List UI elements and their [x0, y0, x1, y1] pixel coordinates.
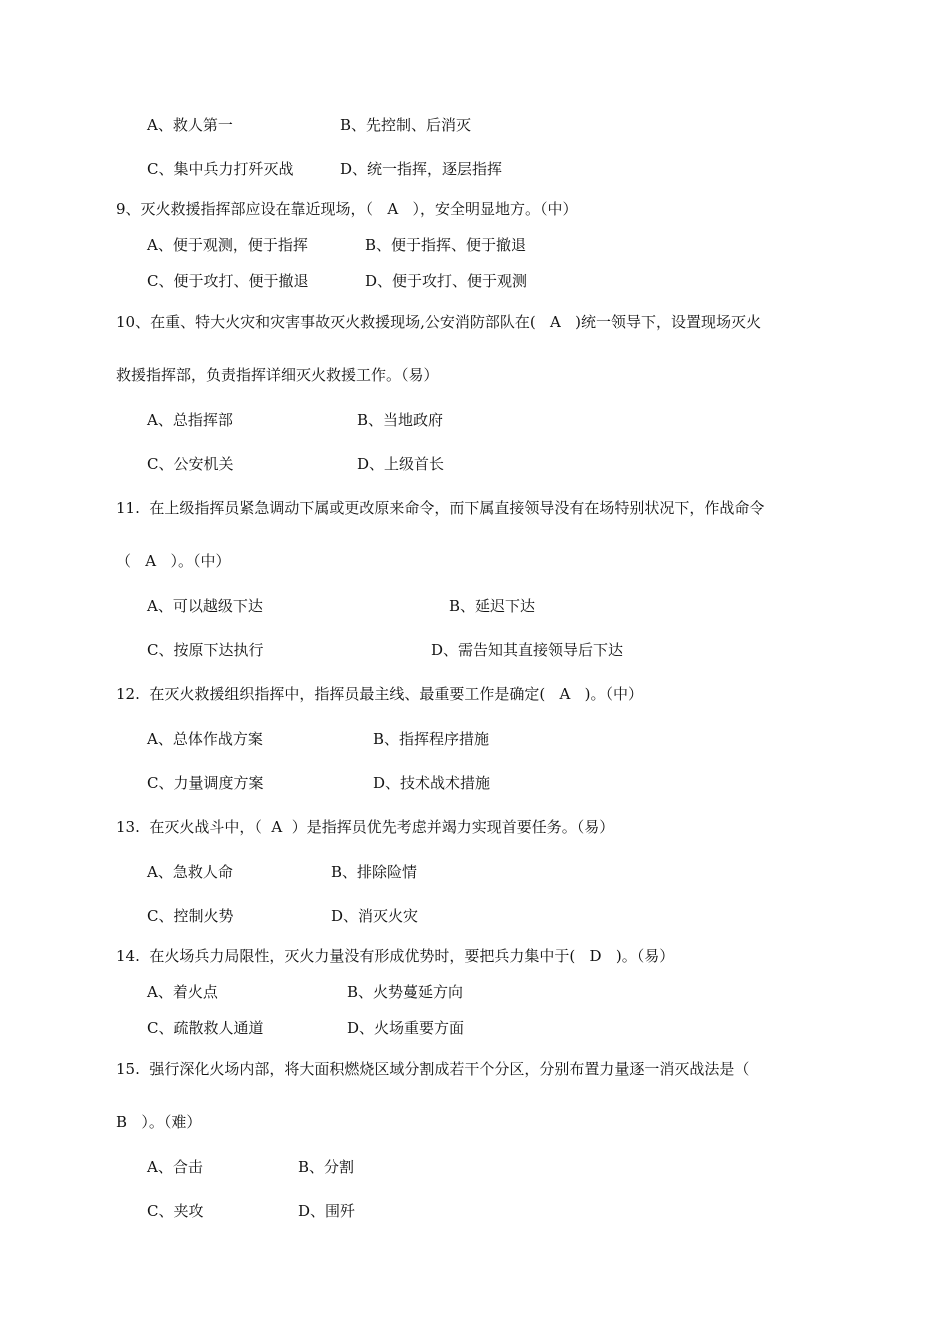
q15-option-a: A、合击	[147, 1158, 203, 1176]
q8-option-c: C、集中兵力打歼灭战	[147, 160, 294, 178]
q15-option-b: B、分割	[298, 1158, 355, 1176]
q10-stem-line1: 10、在重、特大火灾和灾害事故灭火救援现场,公安消防部队在( A )统一领导下，设置现场灭火	[116, 313, 762, 331]
q12-option-b: B、指挥程序措施	[373, 730, 490, 748]
q9-stem: 9、灭火救援指挥部应设在靠近现场，（ A ），安全明显地方。（中）	[116, 200, 578, 218]
q13-option-c: C、控制火势	[147, 907, 234, 925]
q8-option-d: D、统一指挥，逐层指挥	[340, 160, 503, 178]
q14-option-d: D、火场重要方面	[347, 1019, 465, 1037]
q10-stem-line2: 救援指挥部，负责指挥详细灭火救援工作。（易）	[116, 366, 439, 384]
q8-option-a: A、救人第一	[147, 116, 233, 134]
q10-option-a: A、总指挥部	[147, 411, 233, 429]
q9-option-b: B、便于指挥、便于撤退	[365, 236, 527, 254]
q15-stem-line1: 15. 强行深化火场内部，将大面积燃烧区域分割成若干个分区，分别布置力量逐一消灭战法是（	[116, 1060, 750, 1078]
q13-stem: 13. 在灭火战斗中，（ A ）是指挥员优先考虑并竭力实现首要任务。（易）	[116, 818, 615, 836]
q12-option-d: D、技术战术措施	[373, 774, 491, 792]
q11-option-c: C、按原下达执行	[147, 641, 264, 659]
q10-option-b: B、当地政府	[357, 411, 444, 429]
q11-stem-line1: 11. 在上级指挥员紧急调动下属或更改原来命令，而下属直接领导没有在场特别状况下，作战命令	[116, 499, 765, 517]
q11-option-d: D、需告知其直接领导后下达	[431, 641, 624, 659]
q9-option-a: A、便于观测，便于指挥	[147, 236, 308, 254]
q14-option-b: B、火势蔓延方向	[347, 983, 464, 1001]
q15-option-c: C、夹攻	[147, 1202, 204, 1220]
q13-option-b: B、排除险情	[331, 863, 418, 881]
q10-option-c: C、公安机关	[147, 455, 234, 473]
q12-option-a: A、总体作战方案	[147, 730, 263, 748]
q10-option-d: D、上级首长	[357, 455, 445, 473]
q14-option-a: A、着火点	[147, 983, 218, 1001]
q11-option-a: A、可以越级下达	[147, 597, 263, 615]
q9-option-d: D、便于攻打、便于观测	[365, 272, 528, 290]
q11-stem-line2: （ A ）。（中）	[116, 552, 231, 570]
q15-option-d: D、围歼	[298, 1202, 356, 1220]
q13-option-d: D、消灭火灾	[331, 907, 419, 925]
q12-option-c: C、力量调度方案	[147, 774, 264, 792]
q14-option-c: C、疏散救人通道	[147, 1019, 264, 1037]
q14-stem: 14. 在火场兵力局限性，灭火力量没有形成优势时，要把兵力集中于( D )。（易）	[116, 947, 675, 965]
q11-option-b: B、延迟下达	[449, 597, 536, 615]
q15-stem-line2: B ）。（难）	[116, 1113, 202, 1131]
q13-option-a: A、急救人命	[147, 863, 233, 881]
q9-option-c: C、便于攻打、便于撤退	[147, 272, 309, 290]
q12-stem: 12. 在灭火救援组织指挥中，指挥员最主线、最重要工作是确定( A )。（中）	[116, 685, 644, 703]
q8-option-b: B、先控制、后消灭	[340, 116, 472, 134]
